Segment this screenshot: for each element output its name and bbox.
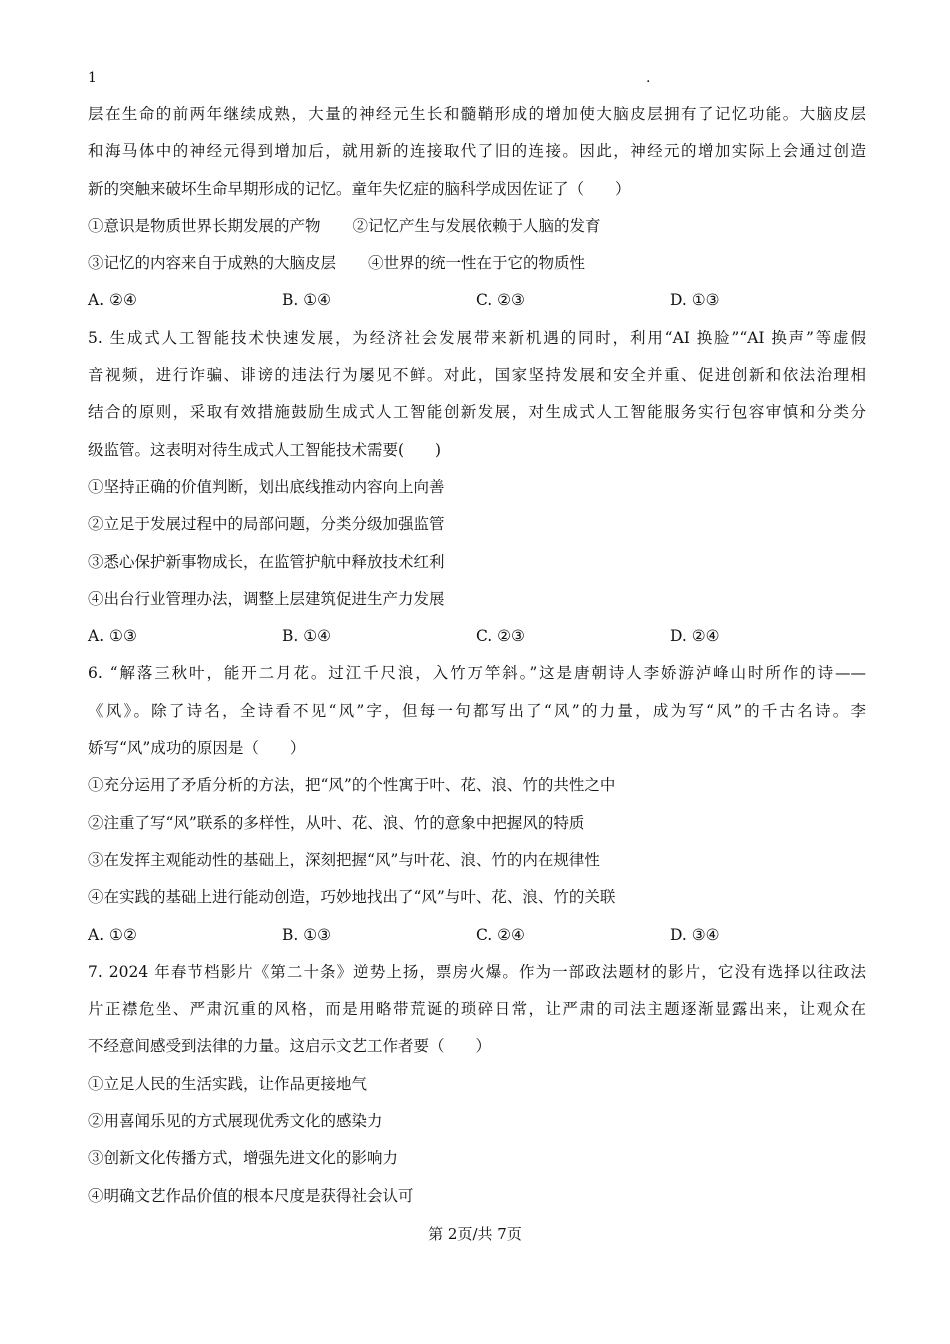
option-a[interactable]: A. ①③ xyxy=(88,627,137,646)
statement-3: ③在发挥主观能动性的基础上，深刻把握“风”与叶花、浪、竹的内在规律性 xyxy=(88,850,600,869)
question-text-line: 7. 2024 年春节档影片《第二十条》逆势上扬，票房火爆。作为一部政法题材的影片，它没有选择以往政法 xyxy=(88,962,866,981)
statement-2: ②记忆产生与发展依赖于人脑的发育 xyxy=(352,216,601,235)
option-c[interactable]: C. ②④ xyxy=(476,925,525,944)
statement-4: ④世界的统一性在于它的物质性 xyxy=(368,254,586,273)
statement-3: ③悉心保护新事物成长，在监管护航中释放技术红利 xyxy=(88,552,445,571)
option-c[interactable]: C. ②③ xyxy=(476,627,525,646)
option-b[interactable]: B. ①④ xyxy=(282,291,332,310)
statement-3: ③创新文化传播方式，增强先进文化的影响力 xyxy=(88,1149,399,1168)
option-a[interactable]: A. ①② xyxy=(88,925,137,944)
statement-4: ④明确文艺作品价值的根本尺度是获得社会认可 xyxy=(88,1186,414,1205)
page-content xyxy=(88,96,866,1215)
question-text-line: 结合的原则，采取有效措施鼓励生成式人工智能创新发展，对生成式人工智能服务实行包容审慎和分类分 xyxy=(88,403,866,422)
question-text-line: 音视频，进行诈骗、诽谤的违法行为屡见不鲜。对此，国家坚持发展和安全并重、促进创新和依法治理相 xyxy=(88,366,866,385)
statement-4: ④出台行业管理办法，调整上层建筑促进生产力发展 xyxy=(88,589,445,608)
statement-1: ①意识是物质世界长期发展的产物 xyxy=(88,216,321,235)
option-c[interactable]: C. ②③ xyxy=(476,291,525,310)
statement-2: ②立足于发展过程中的局部问题，分类分级加强监管 xyxy=(88,515,445,534)
question-4 xyxy=(88,96,866,320)
option-b[interactable]: B. ①④ xyxy=(282,627,332,646)
option-d[interactable]: D. ①③ xyxy=(670,291,720,310)
question-text-line: 片正襟危坐、严肃沉重的风格，而是用略带荒诞的琐碎日常，让严肃的司法主题逐渐显露出来，让观众在 xyxy=(88,1000,866,1019)
question-text-line: 新的突触来破坏生命早期形成的记忆。童年失忆症的脑科学成因佐证了（ ） xyxy=(88,179,631,198)
page-number: 第 2页/共 7页 xyxy=(428,1225,522,1243)
question-5 xyxy=(88,320,866,656)
statement-3: ③记忆的内容来自于成熟的大脑皮层 xyxy=(88,254,337,273)
answer-options xyxy=(88,917,866,954)
question-7 xyxy=(88,954,866,1215)
statement-2: ②注重了写“风”联系的多样性，从叶、花、浪、竹的意象中把握风的特质 xyxy=(88,813,585,832)
answer-options xyxy=(88,618,866,655)
statement-row xyxy=(88,208,866,245)
option-b[interactable]: B. ①③ xyxy=(282,925,332,944)
question-text-line: 娇写“风”成功的原因是（ ） xyxy=(88,739,306,758)
option-d[interactable]: D. ③④ xyxy=(670,925,720,944)
page-marker: 1 xyxy=(88,70,97,86)
question-text-line: 5. 生成式人工智能技术快速发展，为经济社会发展带来新机遇的同时，利用“AI 换脸”“AI 换声”等虚假 xyxy=(88,328,866,347)
statement-row xyxy=(88,245,866,282)
statement-1: ①立足人民的生活实践，让作品更接地气 xyxy=(88,1074,368,1093)
option-a[interactable]: A. ②④ xyxy=(88,291,137,310)
statement-2: ②用喜闻乐见的方式展现优秀文化的感染力 xyxy=(88,1112,383,1131)
question-text-line: 不经意间感受到法律的力量。这启示文艺工作者要（ ） xyxy=(88,1037,492,1056)
answer-options xyxy=(88,282,866,319)
question-text-line: 6. “解落三秋叶，能开二月花。过江千尺浪，入竹万竿斜。”这是唐朝诗人李娇游泸峰山时所作的诗—— xyxy=(88,664,866,683)
question-6 xyxy=(88,655,866,953)
header-dot: . xyxy=(646,70,651,86)
option-d[interactable]: D. ②④ xyxy=(670,627,720,646)
question-text-line: 《风》。除了诗名，全诗看不见“风”字，但每一句都写出了“风”的力量，成为写“风”的千古名诗。李 xyxy=(88,701,866,720)
statement-4: ④在实践的基础上进行能动创造，巧妙地找出了“风”与叶、花、浪、竹的关联 xyxy=(88,888,616,907)
statement-1: ①坚持正确的价值判断，划出底线推动内容向上向善 xyxy=(88,477,445,496)
question-text-line: 和海马体中的神经元得到增加后，就用新的连接取代了旧的连接。因此，神经元的增加实际上会通过创造 xyxy=(88,142,866,161)
question-text-line: 级监管。这表明对待生成式人工智能技术需要( ) xyxy=(88,440,442,459)
statement-1: ①充分运用了矛盾分析的方法，把“风”的个性寓于叶、花、浪、竹的共性之中 xyxy=(88,776,616,795)
question-text-line: 层在生命的前两年继续成熟，大量的神经元生长和髓鞘形成的增加使大脑皮层拥有了记忆功能。大脑皮层 xyxy=(88,105,866,123)
